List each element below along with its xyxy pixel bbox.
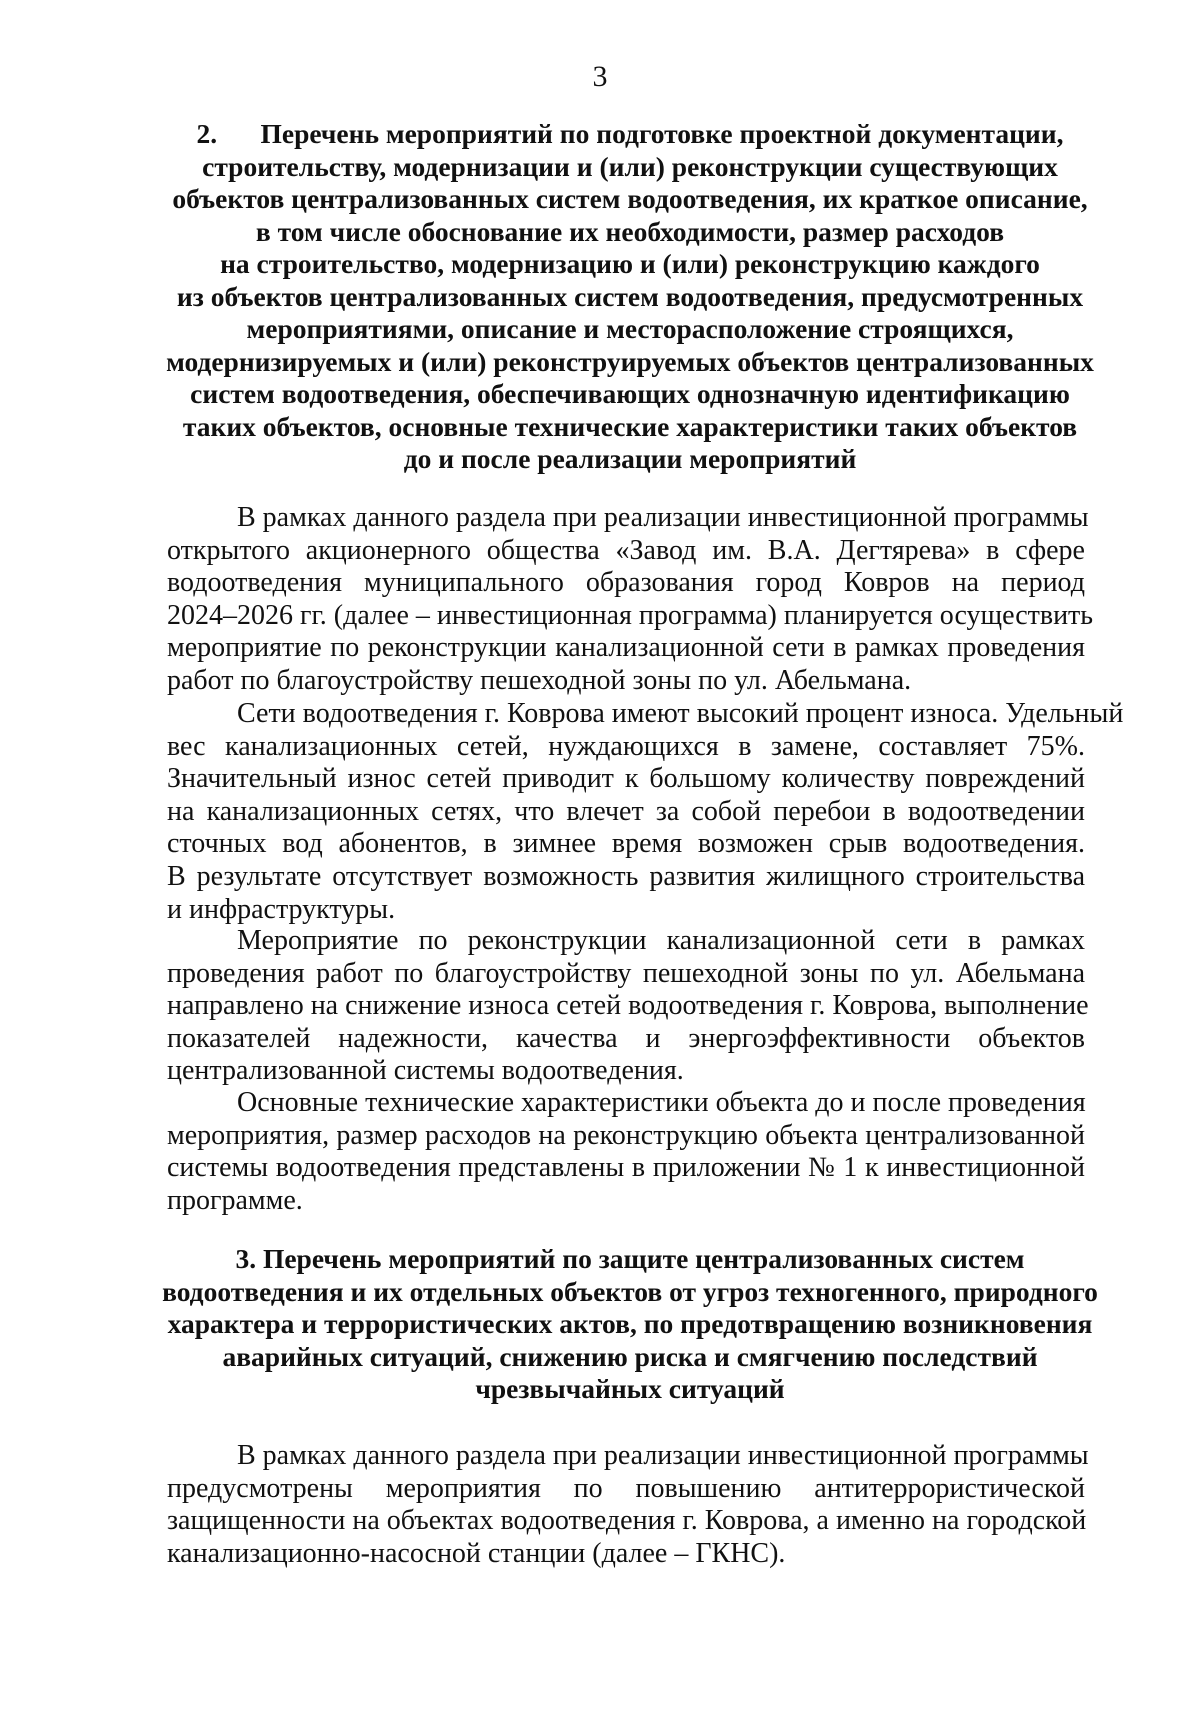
text-line: В рамках данного раздела при реализации инвестиционной программы — [237, 502, 1089, 533]
text-line: канализационно-насосной станции (далее – ГКНС). — [167, 1537, 786, 1569]
text-line: Значительный износ сетей приводит к большому количеству повреждений — [167, 763, 1085, 795]
heading-line: чрезвычайных ситуаций — [475, 1373, 785, 1404]
heading-line: характера и террористических актов, по предотвращению возникновения — [167, 1308, 1093, 1339]
text-line: вес канализационных сетей, нуждающихся в замене, составляет 75%. — [167, 730, 1085, 762]
heading-line: до и после реализации мероприятий — [403, 443, 857, 474]
heading-line: объектов централизованных систем водоотведения, их краткое описание, — [172, 183, 1088, 214]
text-line: и инфраструктуры. — [167, 893, 396, 925]
heading-line: в том числе обоснование их необходимости, размер расходов — [255, 215, 1005, 247]
text-line: работ по благоустройству пешеходной зоны по ул. Абельмана. — [167, 664, 912, 696]
text-line: Основные технические характеристики объекта до и после проведения — [237, 1087, 1086, 1118]
text-line: сточных вод абонентов, в зимнее время возможен срыв водоотведения. — [167, 828, 1085, 860]
heading-line: 2. Перечень мероприятий по подготовке проектной документации, — [196, 118, 1064, 149]
text-line: В рамках данного раздела при реализации инвестиционной программы — [237, 1440, 1089, 1471]
text-line: Мероприятие по реконструкции канализационной сети в рамках — [237, 925, 1085, 956]
text-line: предусмотрены мероприятия по повышению антитеррористической — [167, 1472, 1085, 1504]
text-line: 2024–2026 гг. (далее – инвестиционная программа) планируется осуществить — [167, 599, 1094, 631]
heading-line: строительству, модернизации и (или) реконструкции существующих — [202, 150, 1058, 182]
section-number: 2. — [196, 118, 218, 149]
text-line: показателей надежности, качества и энергоэффективности объектов — [167, 1022, 1085, 1054]
paragraph — [167, 698, 1124, 926]
heading-line: 3. Перечень мероприятий по защите централизованных систем — [235, 1243, 1025, 1274]
heading-line: из объектов централизованных систем водоотведения, предусмотренных — [176, 280, 1084, 312]
text-line: защищенности на объектах водоотведения г. Коврова, а именно на городской — [167, 1505, 1087, 1537]
text-line: открытого акционерного общества «Завод им. В.А. Дегтярева» в сфере — [167, 534, 1085, 566]
heading-line: модернизируемых и (или) реконструируемых объектов централизованных — [166, 345, 1094, 377]
paragraph — [167, 1440, 1089, 1570]
text-line: направлено на снижение износа сетей водоотведения г. Коврова, выполнение — [167, 990, 1089, 1022]
heading-line: аварийных ситуаций, снижению риска и смягчению последствий — [222, 1340, 1038, 1372]
heading-line: на строительство, модернизацию и (или) реконструкцию каждого — [220, 248, 1040, 279]
paragraph — [167, 925, 1089, 1088]
text-line: В результате отсутствует возможность развития жилищного строительства — [167, 860, 1085, 892]
heading-line: мероприятиями, описание и месторасположение строящихся, — [246, 313, 1014, 344]
heading-line: водоотведения и их отдельных объектов от угроз техногенного, природного — [162, 1275, 1098, 1307]
paragraph — [167, 1087, 1085, 1217]
section-3-heading — [160, 1243, 1100, 1406]
text-line: проведения работ по благоустройству пешеходной зоны по ул. Абельмана — [167, 957, 1085, 989]
text-line: Сети водоотведения г. Коврова имеют высокий процент износа. Удельный — [237, 698, 1124, 729]
page-number: 3 — [592, 60, 608, 93]
section-2-heading — [160, 118, 1100, 476]
paragraph — [167, 502, 1094, 698]
text-line: системы водоотведения представлены в приложении № 1 к инвестиционной — [167, 1152, 1085, 1184]
text-line: централизованной системы водоотведения. — [167, 1055, 684, 1087]
text-line: мероприятия, размер расходов на реконструкцию объекта централизованной — [167, 1119, 1085, 1151]
text-line: на канализационных сетях, что влечет за собой перебои в водоотведении — [167, 795, 1085, 827]
text-line: водоотведения муниципального образования город Ковров на период — [167, 567, 1085, 599]
text-line: мероприятие по реконструкции канализационной сети в рамках проведения — [167, 632, 1085, 664]
heading-line: систем водоотведения, обеспечивающих однозначную идентификацию — [190, 378, 1070, 409]
text-line: программе. — [167, 1184, 303, 1216]
heading-line: таких объектов, основные технические характеристики таких объектов — [182, 410, 1078, 442]
